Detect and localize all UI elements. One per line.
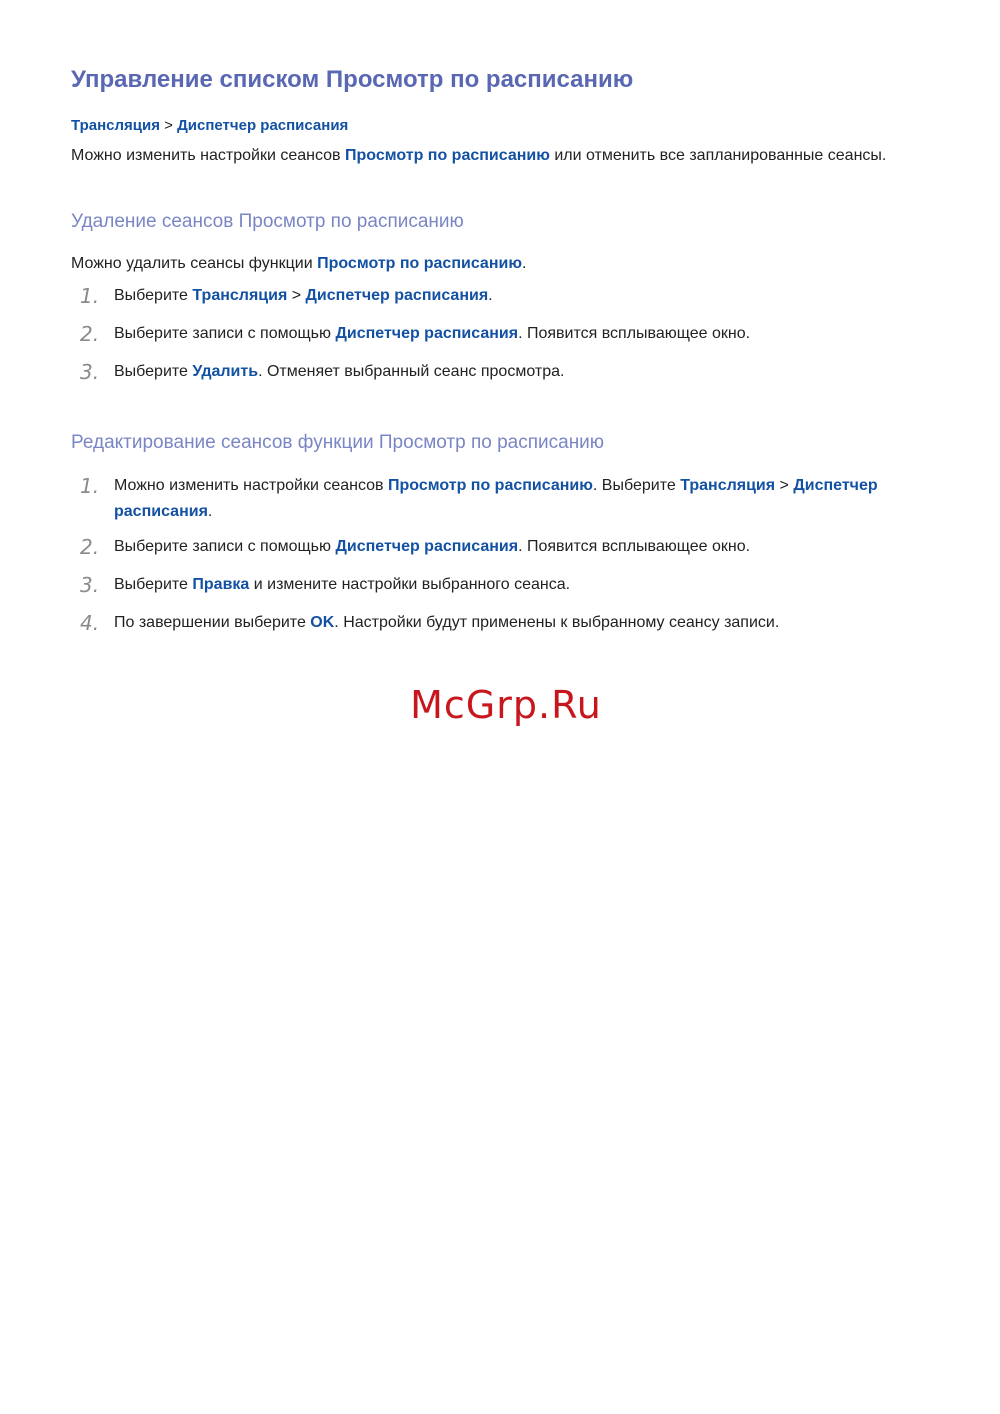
step-link-schedule-viewing[interactable]: Просмотр по расписанию bbox=[388, 477, 593, 494]
step-link-schedule-manager[interactable]: Диспетчер расписания bbox=[335, 538, 519, 555]
section-heading-delete: Удаление сеансов Просмотр по расписанию bbox=[71, 211, 464, 232]
step-number: 1. bbox=[80, 284, 100, 308]
breadcrumb-separator: > bbox=[159, 117, 178, 134]
step-number: 3. bbox=[80, 360, 100, 384]
intro-text-after: или отменить все запланированные сеансы. bbox=[549, 147, 887, 164]
step-number: 4. bbox=[80, 611, 100, 635]
step-text-part: Выберите bbox=[114, 287, 193, 304]
step-link-ok[interactable]: OK bbox=[310, 614, 335, 631]
step-number: 2. bbox=[80, 322, 100, 346]
watermark-logo: McGrp.Ru bbox=[410, 683, 602, 727]
step-text bbox=[114, 572, 914, 598]
step-link-broadcast[interactable]: Трансляция bbox=[680, 477, 776, 494]
step-text-part: Выберите записи с помощью bbox=[114, 325, 336, 342]
step-number: 2. bbox=[80, 535, 100, 559]
step-text-part: . bbox=[207, 503, 213, 520]
step-text-part: Можно изменить настройки сеансов bbox=[114, 477, 388, 494]
breadcrumb-link-schedule-manager[interactable]: Диспетчер расписания bbox=[177, 117, 349, 134]
breadcrumb bbox=[71, 117, 348, 134]
step-link-schedule-manager[interactable]: Диспетчер расписания bbox=[305, 287, 489, 304]
step-link-edit[interactable]: Правка bbox=[192, 576, 250, 593]
step-number: 1. bbox=[80, 474, 100, 498]
step-text-part: и измените настройки выбранного сеанса. bbox=[249, 576, 571, 593]
step-text-part: > bbox=[287, 287, 306, 304]
step-link-schedule-manager[interactable]: Диспетчер расписания bbox=[335, 325, 519, 342]
step-text-part: Выберите bbox=[114, 363, 193, 380]
step-text bbox=[114, 473, 914, 525]
step-text-part: . Отменяет выбранный сеанс просмотра. bbox=[258, 363, 565, 380]
step-text-part: . Появится всплывающее окно. bbox=[518, 325, 751, 342]
step-text-part: По завершении выберите bbox=[114, 614, 311, 631]
step-text-part: Выберите bbox=[114, 576, 193, 593]
step-text-part: . bbox=[488, 287, 493, 304]
step-link-delete[interactable]: Удалить bbox=[192, 363, 259, 380]
section1-paragraph bbox=[71, 255, 526, 273]
intro-link-schedule-viewing[interactable]: Просмотр по расписанию bbox=[345, 147, 550, 164]
step-text bbox=[114, 283, 914, 309]
step-text bbox=[114, 610, 914, 636]
step-link-broadcast[interactable]: Трансляция bbox=[192, 287, 288, 304]
intro-text-before: Можно изменить настройки сеансов bbox=[71, 147, 345, 164]
breadcrumb-link-broadcast[interactable]: Трансляция bbox=[71, 117, 160, 134]
step-text-part: Выберите записи с помощью bbox=[114, 538, 336, 555]
section1-para-after: . bbox=[521, 255, 527, 272]
step-text bbox=[114, 359, 914, 385]
step-number: 3. bbox=[80, 573, 100, 597]
step-text-part: . Настройки будут применены к выбранному сеансу записи. bbox=[334, 614, 780, 631]
step-text bbox=[114, 534, 914, 560]
step-link-schedule-manager[interactable]: Диспетчер расписания bbox=[114, 477, 878, 520]
page-title: Управление списком Просмотр по расписанию bbox=[71, 66, 634, 93]
step-text-part: . Выберите bbox=[592, 477, 681, 494]
step-text bbox=[114, 321, 914, 347]
section-heading-edit: Редактирование сеансов функции Просмотр по расписанию bbox=[71, 432, 605, 453]
intro-paragraph bbox=[71, 147, 886, 165]
step-text-part: > bbox=[775, 477, 794, 494]
section1-link-schedule-viewing[interactable]: Просмотр по расписанию bbox=[317, 255, 522, 272]
step-text-part: . Появится всплывающее окно. bbox=[518, 538, 751, 555]
section1-para-before: Можно удалить сеансы функции bbox=[71, 255, 318, 272]
